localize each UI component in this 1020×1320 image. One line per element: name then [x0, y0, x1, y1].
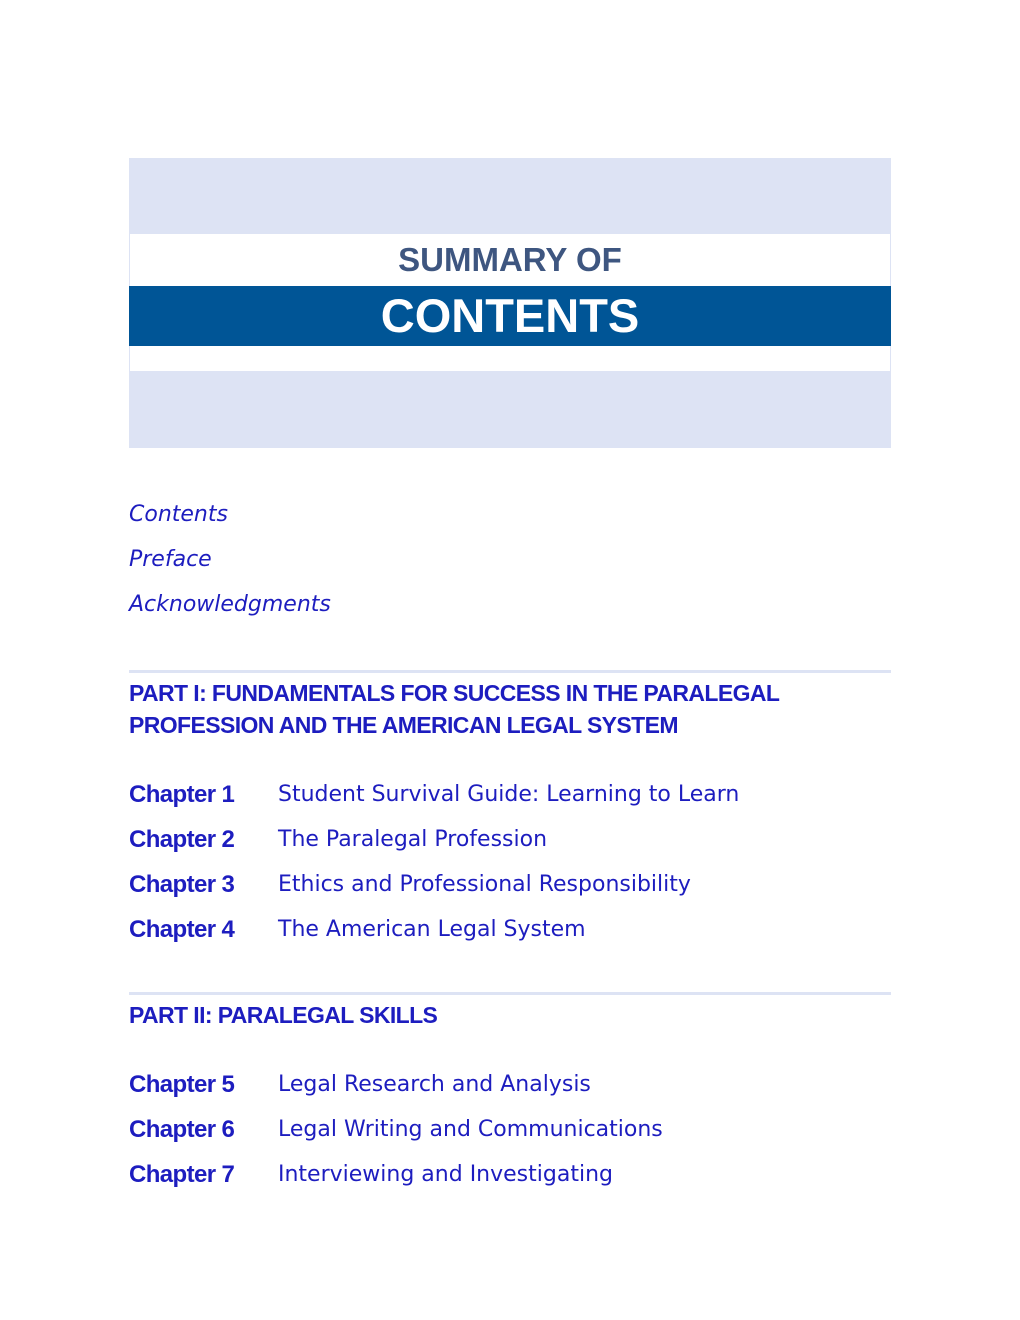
part-1-section	[129, 670, 891, 957]
chapter-1-entry[interactable]	[129, 777, 891, 822]
chapter-6-entry[interactable]	[129, 1112, 891, 1157]
chapter-label: Chapter 3	[129, 871, 235, 898]
chapter-label: Chapter 5	[129, 1071, 235, 1098]
chapter-title: The American Legal System	[278, 917, 586, 942]
part-1-heading-line1: PART I: FUNDAMENTALS FOR SUCCESS IN THE PARALEGAL	[129, 680, 780, 706]
chapter-label: Chapter 6	[129, 1116, 235, 1143]
front-matter-list	[129, 498, 331, 633]
part-1-heading[interactable]	[129, 677, 891, 741]
part-2-section	[129, 992, 891, 1202]
part-2-chapter-list	[129, 1067, 891, 1202]
chapter-title: Legal Writing and Communications	[278, 1117, 663, 1142]
part-2-heading-line1: PART II: PARALEGAL SKILLS	[129, 1002, 438, 1028]
summary-of-contents-page	[129, 158, 891, 1188]
part-2-heading[interactable]	[129, 999, 891, 1031]
chapter-7-entry[interactable]	[129, 1157, 891, 1202]
banner-top-band	[129, 158, 891, 234]
banner-bottom-band	[129, 371, 891, 448]
part-1-chapter-list	[129, 777, 891, 957]
front-matter-link-acknowledgments[interactable]: Acknowledgments	[129, 592, 331, 617]
chapter-label: Chapter 1	[129, 781, 235, 808]
chapter-title: Student Survival Guide: Learning to Learn	[278, 782, 740, 807]
banner-title-line1: SUMMARY OF	[398, 241, 622, 278]
chapter-label: Chapter 4	[129, 916, 235, 943]
chapter-title: Legal Research and Analysis	[278, 1072, 591, 1097]
chapter-title: Interviewing and Investigating	[278, 1162, 613, 1187]
chapter-4-entry[interactable]	[129, 912, 891, 957]
front-matter-link-contents[interactable]: Contents	[129, 502, 228, 527]
chapter-label: Chapter 2	[129, 826, 235, 853]
chapter-title: Ethics and Professional Responsibility	[278, 872, 691, 897]
title-banner	[129, 158, 891, 448]
chapter-3-entry[interactable]	[129, 867, 891, 912]
chapter-5-entry[interactable]	[129, 1067, 891, 1112]
chapter-label: Chapter 7	[129, 1161, 235, 1188]
part-1-heading-line2: PROFESSION AND THE AMERICAN LEGAL SYSTEM	[129, 712, 678, 738]
front-matter-link-preface[interactable]: Preface	[129, 547, 212, 572]
part-divider	[129, 670, 891, 673]
banner-white-band-lower	[129, 346, 891, 371]
part-divider	[129, 992, 891, 995]
banner-title-line2: CONTENTS	[129, 286, 891, 346]
chapter-title: The Paralegal Profession	[278, 827, 548, 852]
chapter-2-entry[interactable]	[129, 822, 891, 867]
